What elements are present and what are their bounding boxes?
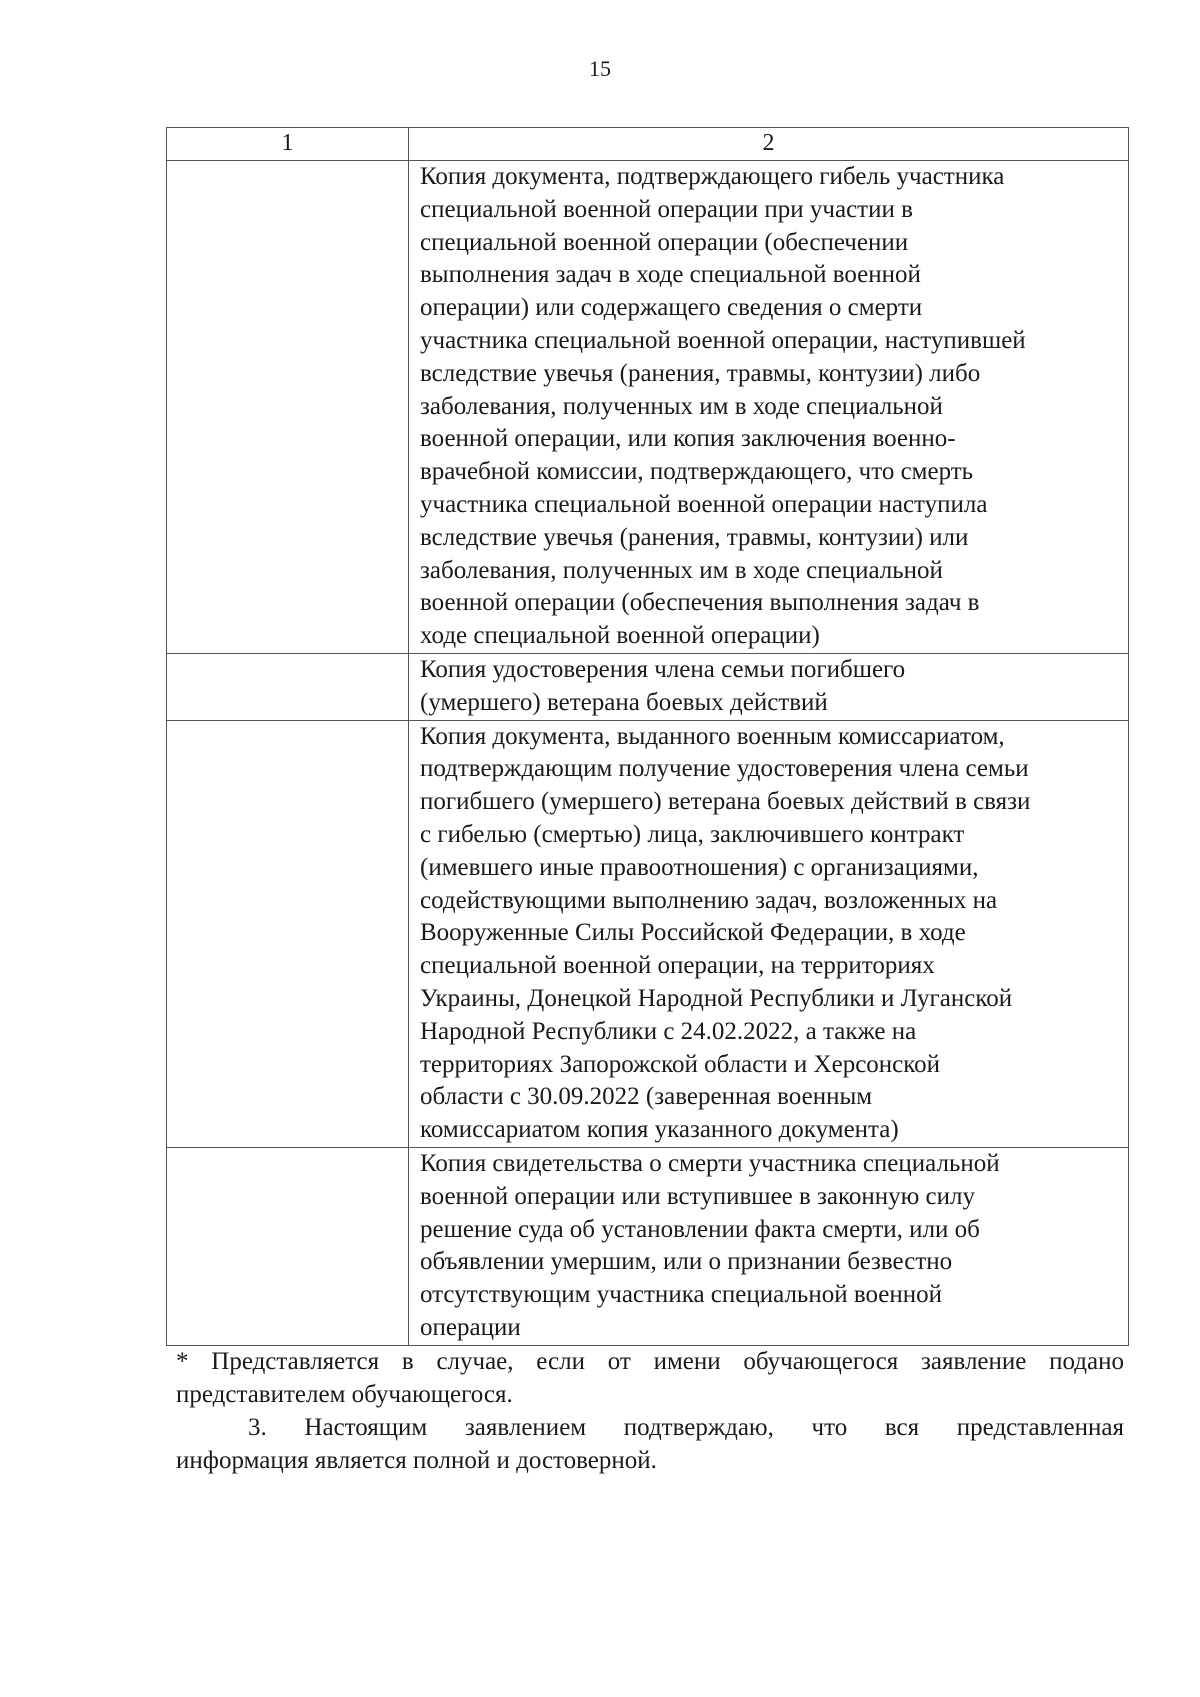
text-line: заболевания, полученных им в ходе специальной bbox=[420, 392, 943, 420]
text-line: военной операции или вступившее в законную силу bbox=[420, 1182, 976, 1210]
table-row bbox=[167, 720, 1129, 1147]
table-header-col-2: 2 bbox=[409, 128, 1129, 161]
table-header-row bbox=[167, 128, 1129, 161]
text-line: вследствие увечья (ранения, травмы, контузии) или bbox=[420, 523, 969, 551]
table-cell-col-2 bbox=[409, 720, 1129, 1147]
text-line: объявлении умершим, или о признании безвестно bbox=[420, 1248, 953, 1276]
text-line: Копия документа, подтверждающего гибель участника bbox=[420, 163, 1005, 190]
footnote bbox=[176, 1346, 1124, 1412]
text-line: подтверждающим получение удостоверения члена семьи bbox=[420, 755, 1029, 783]
text-line: Украины, Донецкой Народной Республики и Луганской bbox=[420, 984, 1013, 1012]
statement-paragraph bbox=[176, 1412, 1124, 1478]
text-line: Народной Республики с 24.02.2022, а также на bbox=[420, 1017, 917, 1045]
text-line: специальной военной операции, на территориях bbox=[420, 952, 935, 980]
text-line: (умершего) ветерана боевых действий bbox=[420, 688, 828, 716]
text-line: решение суда об установлении факта смерти, или об bbox=[420, 1215, 980, 1243]
table-cell-col-2 bbox=[409, 653, 1129, 720]
statement-line: 3. Настоящим заявлением подтверждаю, что вся представленная bbox=[248, 1414, 1124, 1441]
table-row bbox=[167, 653, 1129, 720]
text-line: специальной военной операции (обеспечении bbox=[420, 228, 909, 256]
text-line: специальной военной операции при участии в bbox=[420, 195, 913, 223]
statement-line: информация является полной и достоверной. bbox=[176, 1446, 657, 1474]
text-line: области с 30.09.2022 (заверенная военным bbox=[420, 1083, 873, 1111]
table-cell-col-1 bbox=[167, 161, 409, 654]
text-line: ходе специальной военной операции) bbox=[420, 622, 820, 650]
text-line: операции bbox=[420, 1313, 521, 1341]
text-line: Копия свидетельства о смерти участника специальной bbox=[420, 1149, 1000, 1177]
text-line: участника специальной военной операции наступила bbox=[420, 490, 988, 518]
text-line: (имевшего иные правоотношения) с организациями, bbox=[420, 853, 979, 881]
text-line: комиссариатом копия указанного документа) bbox=[420, 1116, 899, 1144]
text-line: вследствие увечья (ранения, травмы, контузии) либо bbox=[420, 359, 981, 387]
text-line: Вооруженные Силы Российской Федерации, в ходе bbox=[420, 919, 966, 947]
text-line: врачебной комиссии, подтверждающего, что смерть bbox=[420, 458, 974, 486]
text-line: погибшего (умершего) ветерана боевых действий в связи bbox=[420, 788, 1031, 816]
text-line: военной операции, или копия заключения военно- bbox=[420, 425, 956, 453]
page-number: 15 bbox=[589, 56, 611, 81]
text-line: военной операции (обеспечения выполнения задач в bbox=[420, 589, 980, 617]
text-line: с гибелью (смертью) лица, заключившего контракт bbox=[420, 820, 965, 848]
text-line: отсутствующим участника специальной военной bbox=[420, 1281, 943, 1309]
documents-table bbox=[166, 127, 1129, 1346]
text-line: операции) или содержащего сведения о смерти bbox=[420, 294, 923, 322]
table-cell-col-1 bbox=[167, 720, 409, 1147]
table-cell-col-2 bbox=[409, 1147, 1129, 1345]
table-cell-col-1 bbox=[167, 1147, 409, 1345]
text-line: Копия удостоверения члена семьи погибшего bbox=[420, 655, 906, 683]
table-header-col-1: 1 bbox=[167, 128, 409, 161]
text-line: заболевания, полученных им в ходе специальной bbox=[420, 556, 943, 584]
table-row bbox=[167, 161, 1129, 654]
table-cell-col-1 bbox=[167, 653, 409, 720]
text-line: содействующими выполнению задач, возложенных на bbox=[420, 886, 998, 914]
text-line: участника специальной военной операции, наступившей bbox=[420, 326, 1026, 354]
footnote-line: * Представляется в случае, если от имени обучающегося заявление подано bbox=[176, 1348, 1124, 1375]
footnote-line: представителем обучающегося. bbox=[176, 1380, 513, 1408]
table-cell-col-2 bbox=[409, 161, 1129, 654]
text-line: Копия документа, выданного военным комиссариатом, bbox=[420, 722, 1005, 750]
text-line: территориях Запорожской области и Херсонской bbox=[420, 1050, 941, 1078]
table-row bbox=[167, 1147, 1129, 1345]
text-line: выполнения задач в ходе специальной военной bbox=[420, 261, 921, 289]
